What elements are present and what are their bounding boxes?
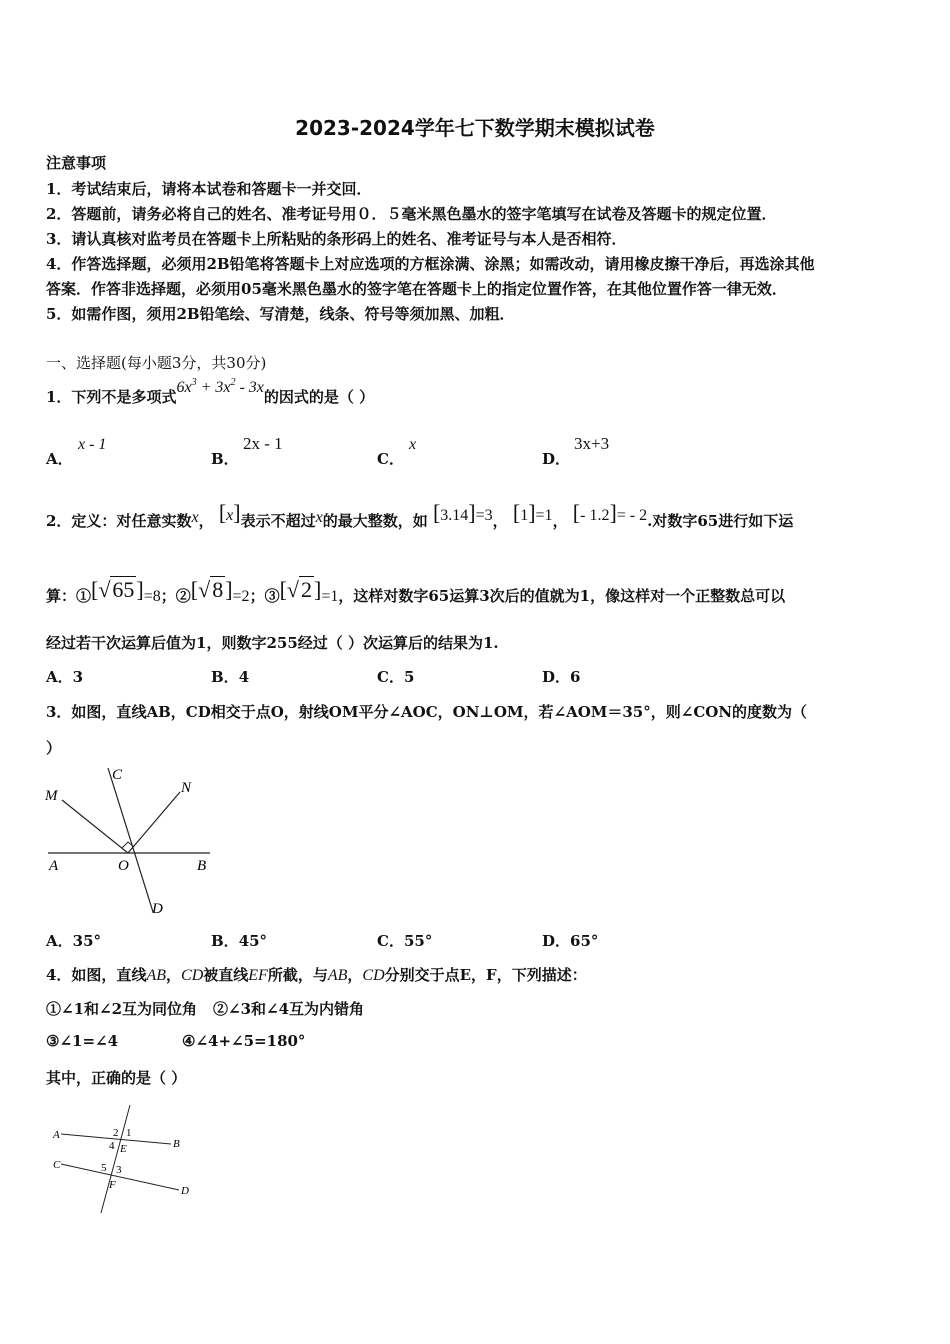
q3-option-d: D．65° (542, 932, 599, 950)
notice-item-3: 3．请认真核对监考员在答题卡上所粘贴的条形码上的姓名、准考证号与本人是否相符． (46, 230, 627, 248)
question-2-line-1: 2．定义：对任意实数x， [x]表示不超过x的最大整数，如 [3.14]=3， [1]=1， [- 1.2]= - 2.对数字65进行如下运 (46, 500, 794, 530)
label-f: F (109, 1179, 116, 1191)
q1-option-b-letter: B． (211, 450, 239, 468)
notice-item-2: 2．答题前，请务必将自己的姓名、准考证号用０．５毫米黑色墨水的签字笔填写在试卷及答题卡的规定位置． (46, 205, 777, 223)
q2-option-a: A．3 (46, 668, 84, 686)
label-e: E (120, 1143, 127, 1155)
notice-item-4-cont: 答案．作答非选择题，必须用05毫米黑色墨水的签字笔在答题卡上的指定位置作答，在其他位置作答一律无效． (46, 280, 787, 298)
q1-option-a-value: x - 1 (78, 436, 107, 453)
question-2-line-3: 经过若干次运算后值为1，则数字255经过（ ）次运算后的结果为1. (46, 634, 499, 652)
question-2-line-2: 算：①[√65]=8；②[√8]=2；③[√2]=1，这样对数字65运算3次后的值就为1，像这样对一个正整数总可以 (46, 577, 786, 605)
notice-heading: 注意事项 (46, 154, 107, 172)
notice-item-5: 5．如需作图，须用2B铅笔绘、写清楚，线条、符号等须加黑、加粗． (46, 305, 515, 323)
q2-example-3: [- 1.2]= - 2 (572, 500, 648, 525)
line-ef (101, 1105, 130, 1213)
label-a: A (49, 858, 59, 874)
section-heading: 一、选择题(每小题3分，共30分) (46, 354, 267, 372)
q1-option-c-value: x (409, 436, 417, 453)
q1-option-b-value: 2x - 1 (243, 434, 283, 453)
q3-option-c: C．55° (377, 932, 433, 950)
q1-option-d-letter: D． (542, 450, 571, 468)
line-cd (108, 768, 153, 912)
q2-var-x: x (191, 509, 199, 526)
q2-example-2: [1]=1 (512, 500, 553, 525)
q1-suffix: 的因式的是（ ） (263, 388, 375, 406)
q2-floor-x: [x] (218, 500, 241, 525)
q1-polynomial: $6x^3 + 3x^2 - 3x$ (176, 377, 264, 396)
notice-item-1: 1．考试结束后，请将本试卷和答题卡一并交回． (46, 180, 372, 198)
label-a: A (53, 1129, 60, 1141)
question-4-ask: 其中，正确的是（ ） (46, 1069, 187, 1087)
q2-option-d: D．6 (542, 668, 581, 686)
notice-item-4: 4．作答选择题，必须用2B铅笔将答题卡上对应选项的方框涂满、涂黑；如需改动，请用橡皮擦干净后，再选涂其他 (46, 255, 815, 273)
label-b: B (173, 1138, 180, 1150)
q3-option-b: B．45° (211, 932, 268, 950)
label-angle-3: 3 (116, 1164, 122, 1176)
q3-option-a: A．35° (46, 932, 102, 950)
q2-step-3: [√2] (279, 577, 322, 602)
page-title: 2023-2024学年七下数学期末模拟试卷 (295, 116, 655, 140)
q2-example-1: [3.14]=3 (432, 500, 493, 525)
label-o: O (118, 858, 129, 874)
question-4-line-1: 4．如图，直线AB，CD被直线EF所截，与AB，CD分别交于点E，F，下列描述： (46, 966, 587, 984)
ray-on (128, 792, 180, 853)
question-4-statements-1: ①∠1和∠2互为同位角 ②∠3和∠4互为内错角 (46, 1000, 365, 1018)
label-d: D (181, 1185, 189, 1197)
label-angle-4: 4 (109, 1140, 115, 1152)
q2-option-c: C．5 (377, 668, 415, 686)
question-3-line-2: ） (46, 739, 62, 757)
question-1 (46, 377, 375, 407)
label-d: D (152, 901, 163, 917)
q1-prefix: 1．下列不是多项式 (46, 388, 177, 406)
q4-figure (45, 1100, 205, 1220)
q2-option-b: B．4 (211, 668, 250, 686)
question-4-statements-2: ③∠1=∠4 ④∠4+∠5=180° (46, 1032, 306, 1050)
q3-figure (40, 760, 220, 920)
question-3-line-1: 3．如图，直线AB，CD相交于点O，射线OM平分∠AOC，ON⊥OM，若∠AOM＝35°，则∠CON的度数为（ (46, 703, 808, 721)
q1-option-a-letter: A． (46, 450, 73, 468)
q1-option-d-value: 3x+3 (574, 434, 610, 453)
label-c: C (53, 1159, 61, 1171)
label-m: M (45, 788, 58, 804)
q2-step-1: [√65] (91, 577, 144, 602)
label-angle-1: 1 (126, 1127, 132, 1139)
label-b: B (197, 858, 207, 874)
label-c: C (112, 767, 123, 783)
label-n: N (181, 780, 192, 796)
q1-option-c-letter: C． (377, 450, 404, 468)
label-angle-5: 5 (101, 1162, 107, 1174)
label-angle-2: 2 (113, 1127, 119, 1139)
ray-om (62, 800, 128, 853)
q2-step-2: [√8] (190, 577, 233, 602)
